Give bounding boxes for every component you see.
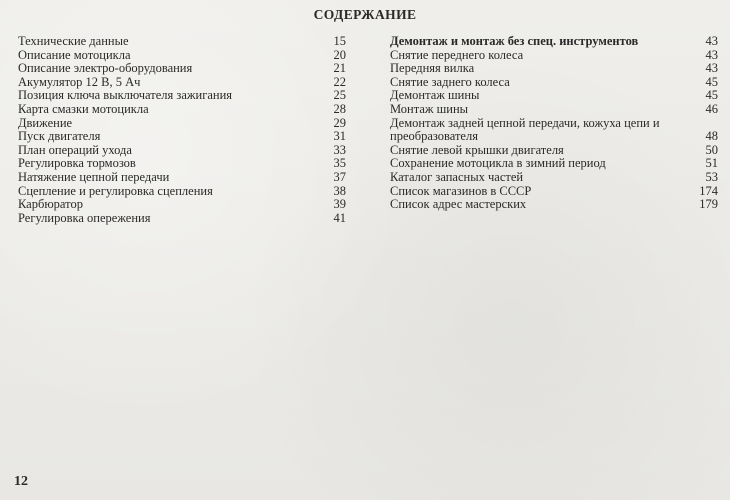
toc-section-heading [390, 35, 718, 49]
toc-entry [18, 157, 346, 171]
toc-entry [390, 103, 718, 117]
toc-entry [18, 185, 346, 199]
toc-entry [390, 171, 718, 185]
toc-entry-page: 46 [705, 101, 718, 116]
toc-entry-text: Монтаж шины [390, 101, 469, 116]
toc-entry-page: 33 [333, 142, 346, 157]
toc-entry [18, 117, 346, 131]
toc-entry-page: 51 [705, 156, 718, 171]
toc-entry-text: План операций ухода [18, 142, 132, 157]
toc-entry-page: 43 [705, 47, 718, 62]
toc-entry [390, 62, 718, 76]
toc-entry-page: 45 [705, 74, 718, 89]
toc-entry-page: 179 [699, 197, 718, 212]
toc-entry [18, 130, 346, 144]
toc-entry-page: 43 [705, 34, 718, 48]
page-title: СОДЕРЖАНИЕ [313, 7, 417, 22]
toc-entry-page: 38 [333, 183, 346, 198]
toc-entry-page: 174 [699, 183, 718, 198]
toc-entry-text: Акумулятор 12 В, 5 Ач [18, 74, 141, 89]
toc-entry-text: Описание мотоцикла [18, 47, 131, 62]
toc-entry-page: 43 [705, 61, 718, 76]
toc-entry-page: 25 [333, 88, 346, 103]
toc-entry [390, 198, 718, 212]
toc-entry-page: 35 [333, 156, 346, 171]
toc-entry-text: Снятие заднего колеса [390, 74, 510, 89]
toc-entry [18, 198, 346, 212]
toc-entry-text: Сохранение мотоцикла в зимний период [390, 156, 606, 171]
toc-entry-text: Снятие переднего колеса [390, 47, 524, 62]
page-number: 12 [14, 474, 28, 489]
toc-entry [18, 103, 346, 117]
toc-entry-text: Движение [18, 115, 73, 130]
toc-entry-text: Демонтаж и монтаж без спец. инструментов [390, 34, 639, 48]
toc-entry [18, 171, 346, 185]
toc-entry [390, 117, 718, 144]
toc-entry-text: Список магазинов в СССР [390, 183, 532, 198]
toc-entry-page: 50 [705, 142, 718, 157]
toc-left-column [18, 35, 346, 225]
toc-entry-text: Снятие левой крышки двигателя [390, 142, 564, 157]
toc-entry-page: 31 [333, 129, 346, 144]
toc-entry-page: 28 [333, 101, 346, 116]
toc-entry-page: 41 [333, 210, 346, 225]
toc-entry [18, 144, 346, 158]
toc-entry-page: 37 [333, 169, 346, 184]
toc-entry [390, 185, 718, 199]
toc-entry-text: Технические данные [18, 34, 129, 48]
toc-entry-text: Передняя вилка [390, 61, 475, 76]
toc-entry-text: Карбюратор [18, 197, 83, 212]
toc-right-column [390, 35, 718, 212]
toc-entry-text: Демонтаж задней цепной передачи, кожуха цепи и преобразователя [390, 115, 660, 144]
toc-entry [18, 89, 346, 103]
toc-entry [390, 157, 718, 171]
toc-entry-text: Список адрес мастерских [390, 197, 527, 212]
toc-entry [18, 62, 346, 76]
toc-entry-text: Карта смазки мотоцикла [18, 101, 149, 116]
toc-entry-text: Описание электро-оборудования [18, 61, 193, 76]
toc-entry-text: Регулировка опережения [18, 210, 151, 225]
toc-entry [390, 144, 718, 158]
toc-entry [18, 35, 346, 49]
toc-entry [18, 212, 346, 226]
toc-entry-page: 39 [333, 197, 346, 212]
toc-entry-text: Сцепление и регулировка сцепления [18, 183, 213, 198]
toc-entry-text: Регулировка тормозов [18, 156, 136, 171]
toc-entry-text: Позиция ключа выключателя зажигания [18, 88, 233, 103]
toc-entry-page: 20 [333, 47, 346, 62]
toc-entry-text: Натяжение цепной передачи [18, 169, 170, 184]
toc-entry [390, 49, 718, 63]
toc-entry-text: Пуск двигателя [18, 129, 101, 144]
toc-entry-page: 53 [705, 169, 718, 184]
toc-entry-page: 21 [333, 61, 346, 76]
toc-entry [18, 76, 346, 90]
toc-entry-page: 15 [333, 34, 346, 48]
toc-entry-page: 29 [333, 115, 346, 130]
toc-entry-page: 48 [705, 129, 718, 144]
toc-entry [18, 49, 346, 63]
toc-entry-text: Демонтаж шины [390, 88, 480, 103]
toc-entry-page: 45 [705, 88, 718, 103]
toc-entry-text: Каталог запасных частей [390, 169, 524, 184]
toc-entry [390, 89, 718, 103]
toc-entry-page: 22 [333, 74, 346, 89]
toc-entry [390, 76, 718, 90]
